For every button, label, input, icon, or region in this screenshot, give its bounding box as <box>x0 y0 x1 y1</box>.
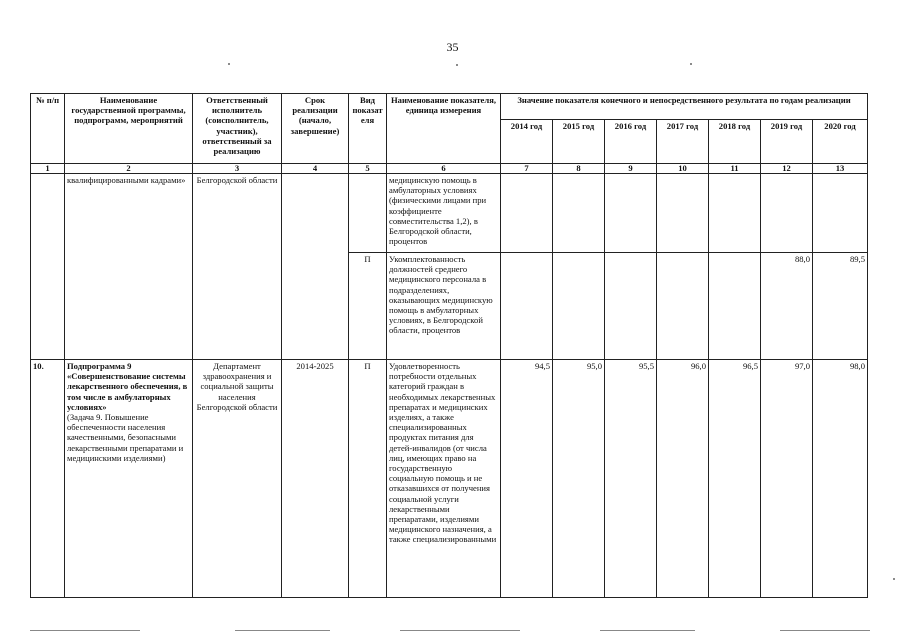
cell-value: 94,5 <box>501 360 553 598</box>
column-number: 9 <box>605 164 657 174</box>
scan-speck <box>690 63 692 65</box>
table-row <box>31 174 868 253</box>
cell-value <box>553 174 605 253</box>
cell-value <box>501 174 553 253</box>
scan-edge-line <box>235 630 330 631</box>
cell-value <box>813 174 868 253</box>
cell-kind <box>349 174 387 253</box>
column-number: 2 <box>65 164 193 174</box>
header-term: Срок реализации (начало, завершение) <box>282 94 349 164</box>
column-number: 3 <box>193 164 282 174</box>
cell-value: 95,0 <box>553 360 605 598</box>
header-responsible: Ответственный исполнитель (соисполнитель, участник), ответственный за реализацию <box>193 94 282 164</box>
cell-value: 96,5 <box>709 360 761 598</box>
header-year: 2020 год <box>813 120 868 164</box>
cell-value <box>709 253 761 360</box>
header-year: 2015 год <box>553 120 605 164</box>
cell-value <box>657 253 709 360</box>
scan-speck <box>228 63 230 65</box>
scan-edge-line <box>30 630 140 631</box>
cell-value <box>553 253 605 360</box>
header-year: 2016 год <box>605 120 657 164</box>
scan-speck <box>456 64 458 66</box>
column-number: 11 <box>709 164 761 174</box>
cell-value: 97,0 <box>761 360 813 598</box>
scan-edge-line <box>600 630 695 631</box>
header-year: 2018 год <box>709 120 761 164</box>
cell-name <box>65 360 193 598</box>
cell-responsible: Белгородской области <box>193 174 282 253</box>
cell-value: 95,5 <box>605 360 657 598</box>
cell-number <box>31 174 65 253</box>
cell-term <box>282 253 349 360</box>
cell-value <box>709 174 761 253</box>
cell-name: квалифицированными кадрами» <box>65 174 193 253</box>
column-number: 6 <box>387 164 501 174</box>
cell-name <box>65 253 193 360</box>
cell-value <box>657 174 709 253</box>
cell-value <box>501 253 553 360</box>
header-number: № п/п <box>31 94 65 164</box>
scan-speck <box>893 578 895 580</box>
subprogram-task: (Задача 9. Повышение обеспеченности населения качественными, безопасными лекарственными препаратами и медицинскими изделиями) <box>67 412 184 463</box>
cell-term <box>282 174 349 253</box>
column-number: 10 <box>657 164 709 174</box>
cell-value: 89,5 <box>813 253 868 360</box>
cell-value: 98,0 <box>813 360 868 598</box>
column-number: 13 <box>813 164 868 174</box>
table-header-row <box>31 94 868 120</box>
header-kind: Вид показателя <box>349 94 387 164</box>
header-indicator: Наименование показателя, единица измерения <box>387 94 501 164</box>
page-number: 35 <box>446 40 459 54</box>
table-row <box>31 253 868 360</box>
cell-kind: П <box>349 253 387 360</box>
cell-value <box>605 174 657 253</box>
scan-edge-line <box>400 630 520 631</box>
column-number: 4 <box>282 164 349 174</box>
column-number: 7 <box>501 164 553 174</box>
header-year: 2017 год <box>657 120 709 164</box>
subprogram-title: Подпрограмма 9 «Совершенствование системы лекарственного обеспечения, в том числе в амбулаторных условиях» <box>67 361 188 412</box>
cell-term: 2014-2025 <box>282 360 349 598</box>
cell-value: 96,0 <box>657 360 709 598</box>
header-name: Наименование государственной программы, подпрограмм, мероприятий <box>65 94 193 164</box>
column-number: 1 <box>31 164 65 174</box>
cell-indicator: медицинскую помощь в амбулаторных условиях (физическими лицами при коэффициенте совместительства 1,2), в Белгородской области, процентов <box>387 174 501 253</box>
table-row <box>31 360 868 598</box>
indicators-table <box>30 93 868 598</box>
header-year: 2014 год <box>501 120 553 164</box>
cell-responsible <box>193 253 282 360</box>
cell-kind: П <box>349 360 387 598</box>
scan-edge-line <box>780 630 870 631</box>
column-number: 5 <box>349 164 387 174</box>
cell-number: 10. <box>31 360 65 598</box>
column-numbers-row <box>31 164 868 174</box>
header-year: 2019 год <box>761 120 813 164</box>
column-number: 8 <box>553 164 605 174</box>
cell-value <box>761 174 813 253</box>
header-values: Значение показателя конечного и непосредственного результата по годам реализации <box>501 94 868 120</box>
column-number: 12 <box>761 164 813 174</box>
cell-responsible: Департамент здравоохранения и социальной защиты населения Белгородской области <box>193 360 282 598</box>
cell-indicator: Удовлетворенность потребности отдельных категорий граждан в необходимых лекарственных препаратах и медицинских изделиях, а также специализированных продуктах питания для детей-инвалидов (от числа лиц, имеющих право на государственную социальную помощь и не отказавшихся от получения социальной услуги лекарственными препаратами, изделиями медицинского назначения, а также специализированными <box>387 360 501 598</box>
cell-indicator: Укомплектованность должностей среднего медицинского персонала в подразделениях, оказывающих медицинскую помощь в амбулаторных условиях, в Белгородской области, процентов <box>387 253 501 360</box>
cell-number <box>31 253 65 360</box>
cell-value: 88,0 <box>761 253 813 360</box>
cell-value <box>605 253 657 360</box>
